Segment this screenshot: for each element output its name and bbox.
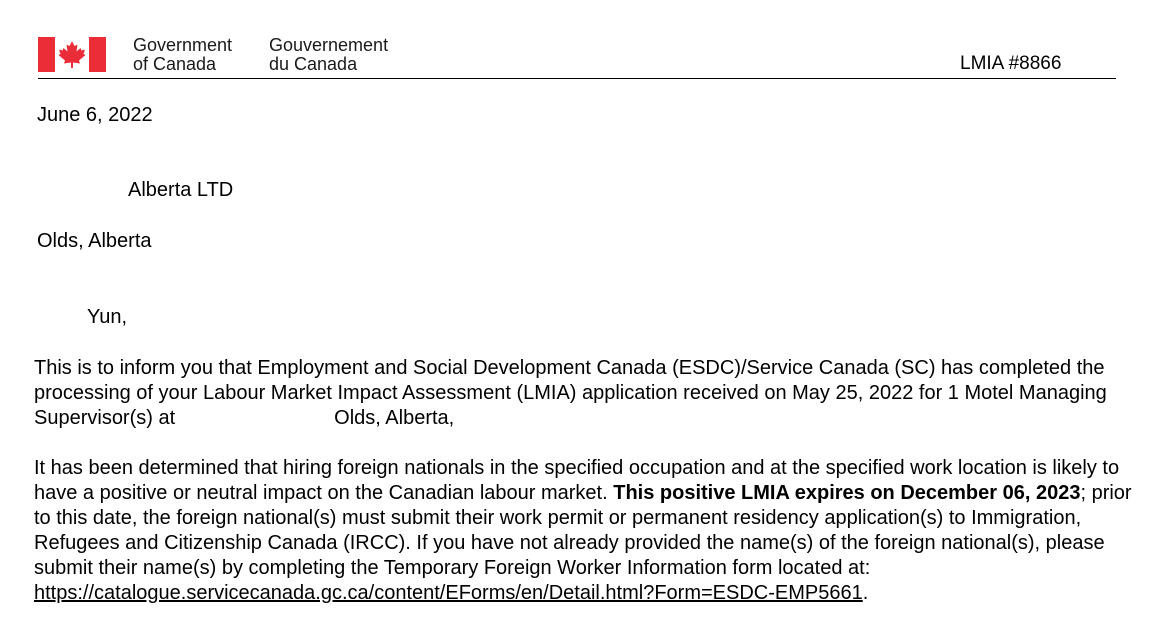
paragraph-lmia-determination bbox=[34, 456, 1134, 606]
lmia-reference-number: LMIA #8866 bbox=[960, 53, 1062, 74]
letterhead bbox=[0, 0, 1175, 82]
wordmark-fr-line2: du Canada bbox=[269, 54, 358, 74]
paragraph-processing-complete bbox=[34, 356, 1134, 431]
letter-date: June 6, 2022 bbox=[37, 104, 153, 126]
paragraph-1-text: This is to inform you that Employment and Social Development Canada (ESDC)/Service Canada (SC) has completed the processing of your Labour Market Impact Assessment (LMIA) application received on May 25, 2022 for 1 Motel Managing Supervisor(s) at bbox=[34, 357, 1107, 429]
paragraph-2-intro: It has been determined that hiring foreign nationals in the specified occupation and at the specified work location is likely to have a positive or neutral impact on the Canadian labour market. bbox=[34, 457, 1120, 504]
link-trailing-period: . bbox=[862, 582, 869, 604]
wordmark-en-line1: Government bbox=[133, 35, 233, 55]
government-of-canada-wordmark-fr bbox=[269, 36, 388, 74]
wordmark-fr-line1: Gouvernement bbox=[269, 35, 389, 55]
recipient-city: Olds, Alberta bbox=[37, 230, 152, 252]
header-divider bbox=[38, 78, 1116, 79]
paragraph-2-instructions: ; prior to this date, the foreign national(s) must submit their work permit or permanent residency application(s) to Immigration, Refugees and Citizenship Canada (IRCC). If you have not already provided the name(s) of the foreign national(s), please submit their name(s) by completing the Temporary Foreign Worker Information form located at: bbox=[34, 482, 1132, 579]
work-location: Olds, Alberta, bbox=[334, 407, 455, 429]
wordmark-en-line2: of Canada bbox=[133, 54, 217, 74]
government-of-canada-wordmark-en bbox=[133, 36, 232, 74]
salutation: Yun, bbox=[87, 306, 128, 328]
tfw-information-form-link[interactable]: https://catalogue.servicecanada.gc.ca/content/EForms/en/Detail.html?Form=ESDC-EMP5661 bbox=[34, 582, 863, 604]
recipient-company: Alberta LTD bbox=[128, 179, 234, 201]
canada-flag-icon bbox=[38, 37, 106, 72]
lmia-expiry-statement: This positive LMIA expires on December 06, 2023 bbox=[613, 482, 1081, 504]
